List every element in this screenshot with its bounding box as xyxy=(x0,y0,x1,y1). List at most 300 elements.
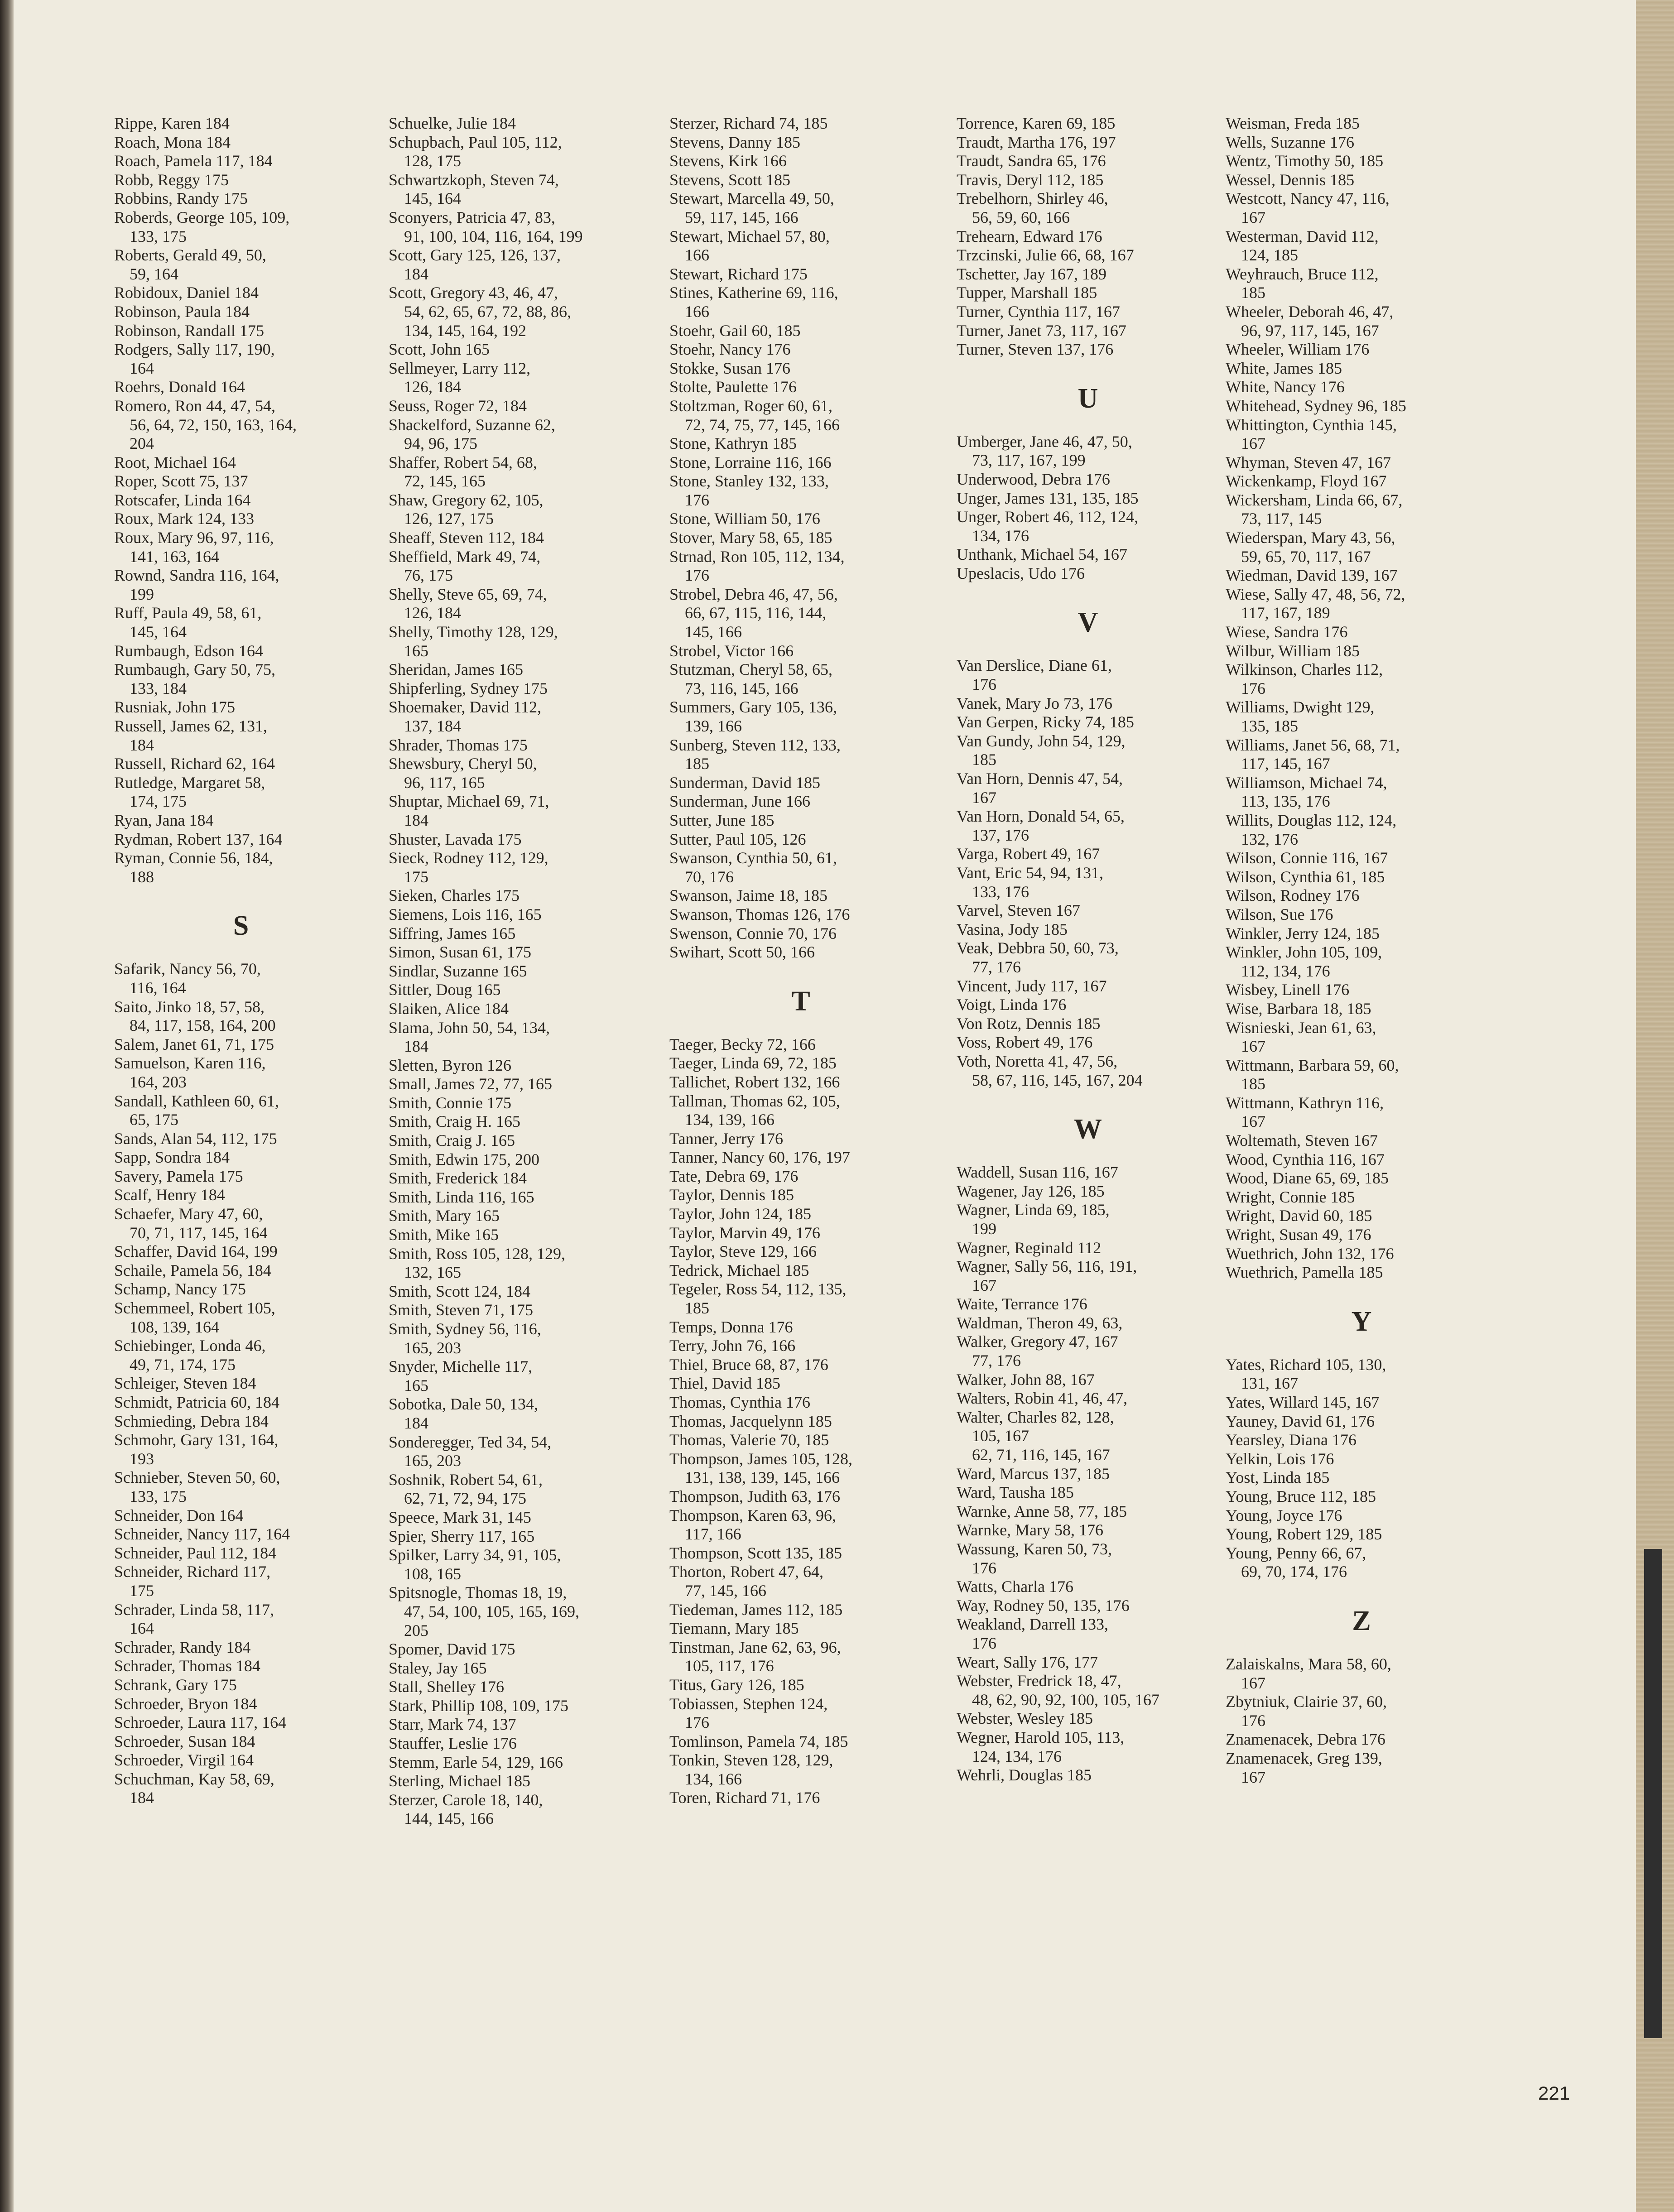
index-entry xyxy=(114,1280,368,1299)
index-entry-line: Slama, John 50, 54, 134, xyxy=(389,1018,550,1037)
index-entry-line: Robinson, Randall 175 xyxy=(114,321,264,340)
index-entry xyxy=(389,1715,642,1734)
index-entry xyxy=(114,1468,368,1506)
index-entry-continuation: 167 xyxy=(972,1276,996,1294)
index-entry xyxy=(957,1502,1219,1521)
index-entry-continuation: 91, 100, 104, 116, 164, 199 xyxy=(404,227,583,245)
index-entry xyxy=(1226,1094,1497,1131)
index-entry xyxy=(114,1054,368,1092)
index-entry-continuation: 165, 203 xyxy=(404,1338,461,1357)
index-entry-line: Stauffer, Leslie 176 xyxy=(389,1734,517,1753)
index-entry-line: Robb, Reggy 175 xyxy=(114,170,229,189)
index-entry-line: Thomas, Cynthia 176 xyxy=(669,1393,810,1411)
index-entry-line: Ruff, Paula 49, 58, 61, xyxy=(114,604,262,622)
index-entry-line: Voth, Noretta 41, 47, 56, xyxy=(957,1052,1118,1070)
index-entry-line: Robinson, Paula 184 xyxy=(114,302,250,321)
index-entry-line: Roberds, George 105, 109, xyxy=(114,208,290,226)
index-entry-line: Rippe, Karen 184 xyxy=(114,114,230,132)
index-entry-line: Weisman, Freda 185 xyxy=(1226,114,1360,132)
index-entry xyxy=(389,1207,642,1226)
index-entry-line: Thorton, Robert 47, 64, xyxy=(669,1563,823,1581)
index-entry-line: Tomlinson, Pamela 74, 185 xyxy=(669,1732,848,1750)
index-entry-line: Wittmann, Barbara 59, 60, xyxy=(1226,1056,1399,1074)
index-entry-line: Swenson, Connie 70, 176 xyxy=(669,924,837,943)
index-entry-line: Russell, James 62, 131, xyxy=(114,717,267,735)
index-entry-line: Schupbach, Paul 105, 112, xyxy=(389,133,562,151)
index-entry xyxy=(669,1280,932,1318)
index-entry-line: Schwartzkoph, Steven 74, xyxy=(389,170,559,189)
index-entry-continuation: 72, 145, 165 xyxy=(404,472,486,490)
index-entry xyxy=(389,133,642,171)
index-entry-continuation: 113, 135, 176 xyxy=(1241,792,1330,811)
index-entry xyxy=(957,1709,1219,1728)
index-entry-line: Speece, Mark 31, 145 xyxy=(389,1508,531,1526)
index-entry xyxy=(957,508,1219,545)
index-entry-continuation: 193 xyxy=(130,1449,154,1468)
index-entry xyxy=(114,152,368,171)
index-entry-line: Yates, Willard 145, 167 xyxy=(1226,1393,1380,1411)
index-entry xyxy=(1226,397,1497,416)
index-entry-continuation: 185 xyxy=(685,755,709,773)
index-entry-line: Seuss, Roger 72, 184 xyxy=(389,396,527,415)
index-entry-continuation: 176 xyxy=(972,1634,996,1652)
index-entry-line: Warnke, Anne 58, 77, 185 xyxy=(957,1502,1127,1520)
index-entry-continuation: 176 xyxy=(685,1713,709,1732)
index-entry xyxy=(669,322,932,341)
index-entry xyxy=(114,378,368,397)
index-entry xyxy=(114,340,368,378)
index-entry xyxy=(389,1094,642,1113)
index-entry xyxy=(114,1148,368,1167)
index-entry-line: Walker, Gregory 47, 167 xyxy=(957,1332,1118,1351)
index-entry-continuation: 204 xyxy=(130,434,154,453)
index-entry xyxy=(669,1148,932,1167)
index-entry-line: Soshnik, Robert 54, 61, xyxy=(389,1470,543,1489)
index-entry-line: Sellmeyer, Larry 112, xyxy=(389,359,531,377)
index-entry-continuation: 58, 67, 116, 145, 167, 204 xyxy=(972,1071,1143,1089)
index-entry-line: Schuelke, Julie 184 xyxy=(389,114,516,132)
index-entry-continuation: 126, 184 xyxy=(404,378,461,396)
index-entry xyxy=(957,920,1219,939)
index-entry xyxy=(669,114,932,133)
index-entry xyxy=(1226,303,1497,340)
index-entry xyxy=(114,1695,368,1714)
index-entry-line: Scott, Gary 125, 126, 137, xyxy=(389,246,561,264)
index-entry-line: Williams, Janet 56, 68, 71, xyxy=(1226,736,1400,754)
index-entry-line: Stevens, Danny 185 xyxy=(669,133,800,151)
index-entry-line: Wassung, Karen 50, 73, xyxy=(957,1540,1112,1558)
index-entry xyxy=(389,1075,642,1094)
index-entry-continuation: 166 xyxy=(685,302,709,321)
index-entry-line: Tiemann, Mary 185 xyxy=(669,1619,799,1638)
index-entry-continuation: 175 xyxy=(404,867,428,886)
index-entry xyxy=(114,660,368,698)
index-entry-line: Stone, William 50, 176 xyxy=(669,510,820,528)
index-entry xyxy=(669,886,932,905)
index-entry xyxy=(1226,1655,1497,1693)
index-entry-line: Rumbaugh, Edson 164 xyxy=(114,641,263,660)
index-entry-line: Van Gerpen, Ricky 74, 185 xyxy=(957,713,1134,731)
index-entry xyxy=(669,340,932,359)
index-entry xyxy=(669,1695,932,1732)
index-entry xyxy=(114,1770,368,1808)
index-entry xyxy=(389,453,642,491)
index-entry-continuation: 59, 164 xyxy=(130,264,178,283)
index-entry xyxy=(1226,1356,1497,1393)
index-entry xyxy=(669,1356,932,1375)
index-entry-line: Wickersham, Linda 66, 67, xyxy=(1226,490,1403,509)
index-entry-continuation: 84, 117, 158, 164, 200 xyxy=(130,1016,276,1035)
index-entry-continuation: 188 xyxy=(130,867,154,886)
index-entry xyxy=(669,359,932,378)
index-entry xyxy=(669,1676,932,1695)
index-entry-line: Samuelson, Karen 116, xyxy=(114,1054,266,1072)
index-entry-line: Wegner, Harold 105, 113, xyxy=(957,1728,1125,1746)
index-entry xyxy=(389,114,642,133)
index-entry-line: Smith, Ross 105, 128, 129, xyxy=(389,1244,566,1263)
index-entry-line: Tobiassen, Stephen 124, xyxy=(669,1694,828,1713)
index-entry-continuation: 134, 139, 166 xyxy=(685,1111,774,1129)
index-entry-continuation: 108, 139, 164 xyxy=(130,1318,219,1336)
index-entry xyxy=(957,845,1219,864)
index-entry-line: Young, Robert 129, 185 xyxy=(1226,1525,1382,1544)
index-entry xyxy=(114,510,368,529)
index-entry-continuation: 73, 117, 167, 199 xyxy=(972,451,1086,470)
index-entry xyxy=(1226,660,1497,698)
index-entry xyxy=(669,1242,932,1261)
index-entry xyxy=(957,1314,1219,1333)
index-entry-line: Schneider, Paul 112, 184 xyxy=(114,1544,277,1562)
index-entry-line: Traudt, Sandra 65, 176 xyxy=(957,152,1106,170)
index-entry xyxy=(957,1332,1219,1370)
index-entry-line: Torrence, Karen 69, 185 xyxy=(957,114,1116,132)
index-entry-line: Sandall, Kathleen 60, 61, xyxy=(114,1092,279,1110)
index-entry-continuation: 112, 134, 176 xyxy=(1241,962,1330,980)
index-entry xyxy=(957,284,1219,303)
index-entry-line: Underwood, Debra 176 xyxy=(957,470,1110,488)
index-entry-line: Rumbaugh, Gary 50, 75, xyxy=(114,660,275,679)
index-entry-line: Wilson, Connie 116, 167 xyxy=(1226,849,1388,867)
index-entry-line: Siffring, James 165 xyxy=(389,924,516,943)
index-entry-line: Van Horn, Donald 54, 65, xyxy=(957,807,1125,826)
index-entry xyxy=(1226,924,1497,943)
page-binding-shadow xyxy=(0,0,14,2212)
index-entry-continuation: 56, 59, 60, 166 xyxy=(972,208,1070,226)
index-entry-line: Sobotka, Dale 50, 134, xyxy=(389,1395,538,1414)
index-entry-line: Schaile, Pamela 56, 184 xyxy=(114,1261,271,1279)
index-entry xyxy=(389,1678,642,1697)
index-entry-line: Young, Joyce 176 xyxy=(1226,1506,1342,1524)
index-entry xyxy=(957,1540,1219,1577)
index-entry-line: Safarik, Nancy 56, 70, xyxy=(114,960,261,978)
index-entry-line: Sheridan, James 165 xyxy=(389,660,523,679)
index-entry-line: Sunderman, June 166 xyxy=(669,792,810,811)
index-entry-line: Winkler, John 105, 109, xyxy=(1226,943,1382,962)
index-entry-continuation: 126, 184 xyxy=(404,604,461,622)
index-entry xyxy=(957,1577,1219,1596)
index-entry-line: Tallichet, Robert 132, 166 xyxy=(669,1072,840,1091)
index-entry xyxy=(114,1506,368,1525)
index-entry xyxy=(1226,1131,1497,1150)
index-entry xyxy=(669,1186,932,1205)
index-entry-line: Znamenacek, Debra 176 xyxy=(1226,1730,1385,1749)
index-entry-line: Wilbur, William 185 xyxy=(1226,641,1360,660)
index-entry xyxy=(389,340,642,359)
index-entry xyxy=(669,152,932,171)
index-entry-line: Watts, Charla 176 xyxy=(957,1577,1074,1596)
index-entry-line: Sapp, Sondra 184 xyxy=(114,1148,230,1167)
index-entry xyxy=(389,679,642,698)
index-entry xyxy=(669,849,932,886)
index-entry xyxy=(1226,1245,1497,1264)
index-entry-line: Wood, Diane 65, 69, 185 xyxy=(1226,1169,1389,1188)
index-entry xyxy=(389,943,642,962)
index-entry-line: Taeger, Becky 72, 166 xyxy=(669,1035,816,1053)
index-entry-line: Wehrli, Douglas 185 xyxy=(957,1766,1092,1784)
index-entry-line: Vant, Eric 54, 94, 131, xyxy=(957,864,1103,882)
index-entry xyxy=(114,1186,368,1205)
index-entry xyxy=(1226,1150,1497,1169)
index-entry-line: Sheffield, Mark 49, 74, xyxy=(389,547,541,566)
index-entry xyxy=(1226,1450,1497,1469)
index-entry xyxy=(114,322,368,341)
index-entry xyxy=(1226,1506,1497,1525)
index-entry-line: Stall, Shelley 176 xyxy=(389,1678,504,1696)
index-entry-line: Sconyers, Patricia 47, 83, xyxy=(389,208,555,226)
index-entry xyxy=(1226,566,1497,585)
index-entry-line: Webster, Fredrick 18, 47, xyxy=(957,1672,1121,1690)
index-entry xyxy=(389,1471,642,1508)
index-column-2 xyxy=(389,114,642,1828)
index-entry-continuation: 185 xyxy=(972,750,996,769)
index-entry xyxy=(389,924,642,943)
index-entry xyxy=(669,1054,932,1073)
index-entry xyxy=(957,470,1219,489)
section-letter-heading: Y xyxy=(1351,1306,1372,1337)
index-entry xyxy=(1226,774,1497,811)
index-entry xyxy=(389,736,642,755)
index-entry-line: Tonkin, Steven 128, 129, xyxy=(669,1751,833,1770)
index-entry-line: Unger, James 131, 135, 185 xyxy=(957,489,1139,507)
index-entry-line: Slaiken, Alice 184 xyxy=(389,999,509,1018)
index-entry-line: Wagner, Sally 56, 116, 191, xyxy=(957,1257,1137,1276)
index-entry-line: Stolte, Paulette 176 xyxy=(669,378,797,396)
index-entry-line: Swihart, Scott 50, 166 xyxy=(669,943,815,962)
index-entry xyxy=(669,1601,932,1620)
index-entry xyxy=(669,472,932,510)
index-entry-continuation: 166 xyxy=(685,246,709,264)
index-entry-line: Willits, Douglas 112, 124, xyxy=(1226,811,1397,829)
index-entry-line: Swanson, Cynthia 50, 61, xyxy=(669,849,837,867)
index-entry-continuation: 174, 175 xyxy=(130,792,187,811)
index-entry-line: Wilson, Sue 176 xyxy=(1226,905,1333,923)
index-entry xyxy=(1226,1019,1497,1056)
index-entry-continuation: 65, 175 xyxy=(130,1111,178,1129)
index-entry xyxy=(957,1370,1219,1390)
index-entry-line: Wiese, Sally 47, 48, 56, 72, xyxy=(1226,585,1405,603)
index-entry-line: Thiel, David 185 xyxy=(669,1374,780,1393)
index-entry xyxy=(1226,1693,1497,1730)
index-entry xyxy=(957,114,1219,133)
index-entry-line: Toren, Richard 71, 176 xyxy=(669,1789,820,1807)
index-entry-line: Znamenacek, Greg 139, xyxy=(1226,1749,1382,1767)
index-entry-continuation: 167 xyxy=(972,788,996,807)
index-entry-line: Scott, John 165 xyxy=(389,340,490,359)
index-entry xyxy=(669,1393,932,1412)
index-entry-line: Whitehead, Sydney 96, 185 xyxy=(1226,396,1406,415)
index-entry-line: Stokke, Susan 176 xyxy=(669,359,791,377)
index-entry xyxy=(957,939,1219,976)
index-entry-line: Shewsbury, Cheryl 50, xyxy=(389,755,537,773)
index-entry-line: Schneider, Richard 117, xyxy=(114,1563,271,1581)
index-entry xyxy=(389,1433,642,1471)
index-entry-continuation: 62, 71, 72, 94, 175 xyxy=(404,1489,526,1508)
index-entry xyxy=(389,1772,642,1791)
index-entry-line: Stemm, Earle 54, 129, 166 xyxy=(389,1753,563,1771)
index-entry xyxy=(1226,1544,1497,1582)
index-entry-line: Roux, Mary 96, 97, 116, xyxy=(114,529,274,547)
index-entry-continuation: 131, 138, 139, 145, 166 xyxy=(685,1468,840,1487)
index-entry xyxy=(114,529,368,566)
index-entry-continuation: 176 xyxy=(972,1558,996,1577)
index-column-1 xyxy=(114,114,368,1808)
index-entry-line: Weart, Sally 176, 177 xyxy=(957,1653,1098,1671)
index-entry xyxy=(957,807,1219,845)
index-entry-line: Thomas, Jacquelynn 185 xyxy=(669,1412,832,1430)
index-entry-line: Smith, Connie 175 xyxy=(389,1093,512,1112)
index-entry-continuation: 94, 96, 175 xyxy=(404,434,477,453)
index-entry xyxy=(114,397,368,453)
index-entry xyxy=(1226,133,1497,152)
index-entry-line: Shaffer, Robert 54, 68, xyxy=(389,453,537,471)
index-entry xyxy=(389,905,642,924)
index-entry xyxy=(114,1525,368,1544)
index-entry-line: Walters, Robin 41, 46, 47, xyxy=(957,1389,1128,1408)
index-entry-line: Thiel, Bruce 68, 87, 176 xyxy=(669,1355,828,1374)
index-entry xyxy=(1226,340,1497,359)
index-entry xyxy=(669,1337,932,1356)
index-entry-continuation: 77, 145, 166 xyxy=(685,1581,766,1600)
index-entry xyxy=(114,717,368,755)
index-entry-line: Young, Penny 66, 67, xyxy=(1226,1544,1366,1562)
index-entry xyxy=(669,529,932,548)
index-entry-continuation: 132, 165 xyxy=(404,1263,461,1282)
index-entry xyxy=(669,811,932,830)
index-entry-continuation: 134, 176 xyxy=(972,526,1029,545)
index-entry-line: Tallman, Thomas 62, 105, xyxy=(669,1092,840,1110)
index-entry-continuation: 108, 165 xyxy=(404,1564,461,1583)
index-entry-line: Wright, Susan 49, 176 xyxy=(1226,1226,1371,1244)
index-entry xyxy=(389,529,642,548)
index-entry-line: Smith, Scott 124, 184 xyxy=(389,1282,531,1300)
index-entry xyxy=(1226,698,1497,736)
index-entry xyxy=(114,1092,368,1130)
index-entry xyxy=(1226,1263,1497,1282)
section-letter-heading: T xyxy=(791,986,810,1017)
index-entry-line: Schroeder, Susan 184 xyxy=(114,1732,255,1750)
index-entry-continuation: 59, 65, 70, 117, 167 xyxy=(1241,547,1371,566)
index-entry-line: Temps, Donna 176 xyxy=(669,1318,793,1336)
index-entry xyxy=(957,1052,1219,1090)
index-entry xyxy=(957,1728,1219,1766)
index-entry-line: Smith, Mike 165 xyxy=(389,1226,499,1244)
index-entry-continuation: 117, 167, 189 xyxy=(1241,604,1330,622)
index-entry-continuation: 165 xyxy=(404,1376,428,1395)
index-entry-continuation: 133, 175 xyxy=(130,1487,187,1505)
index-entry-line: Stewart, Richard 175 xyxy=(669,264,808,283)
index-entry-line: Taeger, Linda 69, 72, 185 xyxy=(669,1054,837,1072)
index-entry xyxy=(114,133,368,152)
index-entry xyxy=(1226,1431,1497,1450)
index-entry-continuation: 134, 166 xyxy=(685,1770,742,1788)
index-entry xyxy=(669,698,932,736)
index-entry-line: Shackelford, Suzanne 62, xyxy=(389,415,555,434)
index-entry xyxy=(114,1130,368,1149)
index-entry xyxy=(1226,359,1497,378)
index-entry-line: Schroeder, Laura 117, 164 xyxy=(114,1713,287,1732)
index-entry xyxy=(957,303,1219,322)
index-entry-line: Wheeler, Deborah 46, 47, xyxy=(1226,302,1394,321)
index-entry-line: Shipferling, Sydney 175 xyxy=(389,679,548,697)
index-entry-line: Rotscafer, Linda 164 xyxy=(114,490,251,509)
index-entry-line: Smith, Craig J. 165 xyxy=(389,1131,515,1150)
index-entry-line: Schrank, Gary 175 xyxy=(114,1675,237,1694)
index-entry-line: Rownd, Sandra 116, 164, xyxy=(114,566,279,585)
index-entry-line: Siemens, Lois 116, 165 xyxy=(389,905,542,923)
index-entry-line: Sittler, Doug 165 xyxy=(389,981,501,999)
index-entry-line: Smith, Edwin 175, 200 xyxy=(389,1150,540,1169)
index-entry-continuation: 70, 71, 117, 145, 164 xyxy=(130,1223,268,1242)
index-entry xyxy=(957,1483,1219,1502)
index-entry-line: Roux, Mark 124, 133 xyxy=(114,510,254,528)
index-entry-continuation: 185 xyxy=(685,1299,709,1318)
index-entry-line: Wheeler, William 176 xyxy=(1226,340,1370,359)
index-entry-continuation: 76, 175 xyxy=(404,566,453,585)
index-entry-line: Trebelhorn, Shirley 46, xyxy=(957,189,1108,208)
index-entry-line: Varvel, Steven 167 xyxy=(957,901,1080,920)
index-entry-line: Schiebinger, Londa 46, xyxy=(114,1337,266,1355)
index-entry xyxy=(389,1301,642,1320)
index-entry xyxy=(1226,416,1497,453)
index-entry xyxy=(114,1713,368,1732)
index-entry-line: Wagener, Jay 126, 185 xyxy=(957,1182,1105,1200)
index-entry-line: Tate, Debra 69, 176 xyxy=(669,1167,799,1185)
index-entry-line: Sterzer, Carole 18, 140, xyxy=(389,1790,543,1809)
index-entry-line: Tupper, Marshall 185 xyxy=(957,284,1097,302)
index-entry xyxy=(957,1033,1219,1052)
index-entry-line: Unger, Robert 46, 112, 124, xyxy=(957,508,1139,526)
index-entry xyxy=(114,1751,368,1770)
index-entry xyxy=(389,1791,642,1828)
index-entry xyxy=(389,1019,642,1056)
index-entry-line: Roper, Scott 75, 137 xyxy=(114,472,248,490)
index-entry xyxy=(389,849,642,886)
index-entry-line: Wagner, Linda 69, 185, xyxy=(957,1201,1110,1219)
index-entry xyxy=(669,1167,932,1186)
index-entry xyxy=(669,905,932,924)
index-entry-continuation: 199 xyxy=(130,585,154,603)
index-entry-line: Smith, Mary 165 xyxy=(389,1207,500,1225)
index-entry xyxy=(114,1431,368,1468)
index-entry xyxy=(389,1357,642,1395)
index-entry-continuation: 167 xyxy=(1241,434,1265,453)
index-entry-continuation: 70, 176 xyxy=(685,867,734,886)
index-entry-line: Ryan, Jana 184 xyxy=(114,811,214,829)
index-entry xyxy=(669,1412,932,1431)
index-entry-line: Roberts, Gerald 49, 50, xyxy=(114,246,266,264)
index-entry xyxy=(114,1261,368,1280)
index-entry-continuation: 185 xyxy=(1241,284,1265,302)
